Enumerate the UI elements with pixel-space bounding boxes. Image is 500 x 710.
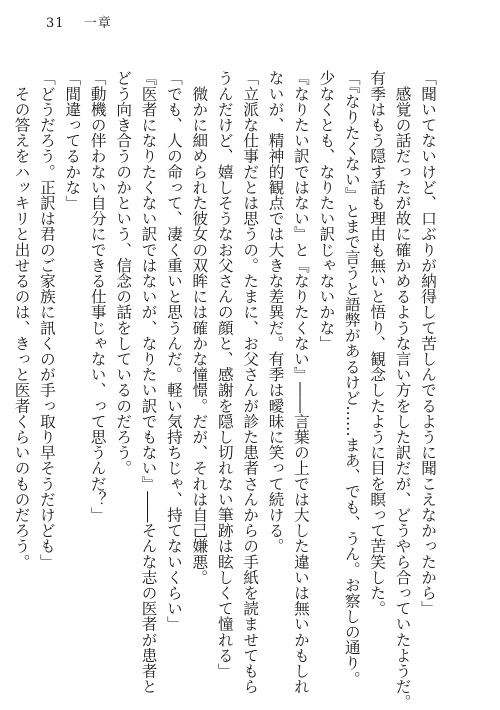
text-line: 「動機の伴わない自分にできる仕事じゃない、って思うんだ？」 [88,70,107,523]
chapter-title: 一章 [83,16,112,31]
text-line: 『医者になりたくない訳ではないが、なりたい訳でもない』――そんな志の医者が患者と [139,70,158,694]
text-line: 「どうだろう。正訳は君のご家族に訊くのが手っ取り早そうだけども」 [37,70,56,570]
text-line: 「『なりたくない』とまで言うと語弊があるけど……まあ、でも、うん。お察しの通り。 [342,70,361,687]
page-header [46,12,112,31]
text-line: 『なりたい訳ではない』と『なりたくない』――言葉の上では大した違いは無いかもしれ [291,70,310,694]
text-line: どう向き合うのかという、信念の話をしているのだろう。 [114,70,133,476]
text-line: ないが、精神的観点では大きな差異だ。有季は曖昧に笑って続ける。 [266,70,285,554]
page-number: 31 [46,16,65,31]
text-line: 「間違ってるかな」 [63,70,82,211]
text-line: うんだけど、嬉しそうなお父さんの顔と、感謝を隠し切れない筆跡は眩しくて憧れる」 [215,70,234,679]
text-line: 感覚の話だったが故に確かめるような言い方をした訳だが、どうやら合っていたようだ。 [393,70,412,710]
body-text [8,70,440,710]
text-line: 「でも、人の命って、凄く重いと思うんだ。軽い気持ちじゃ、持てないくらい」 [164,70,183,632]
text-line: 有季はもう隠す話も理由も無いと悟り、観念したように目を瞑って苦笑した。 [368,70,387,616]
text-line: 微かに細められた彼女の双眸には確かな憧憬。だが、それは自己嫌悪。 [190,70,209,585]
text-line: 「聞いてないけど、口ぶりが納得して苦しんでるように聞こえなかったから」 [419,70,437,616]
text-line: 少なくとも、なりたい訳じゃないかな」 [317,70,336,351]
text-line: 「立派な仕事だとは思うの。たまに、お父さんが診た患者さんからの手紙を読ませてもら [241,70,260,694]
text-line: その答えをハッキリと出せるのは、きっと医者くらいのものだろう。 [12,70,31,570]
